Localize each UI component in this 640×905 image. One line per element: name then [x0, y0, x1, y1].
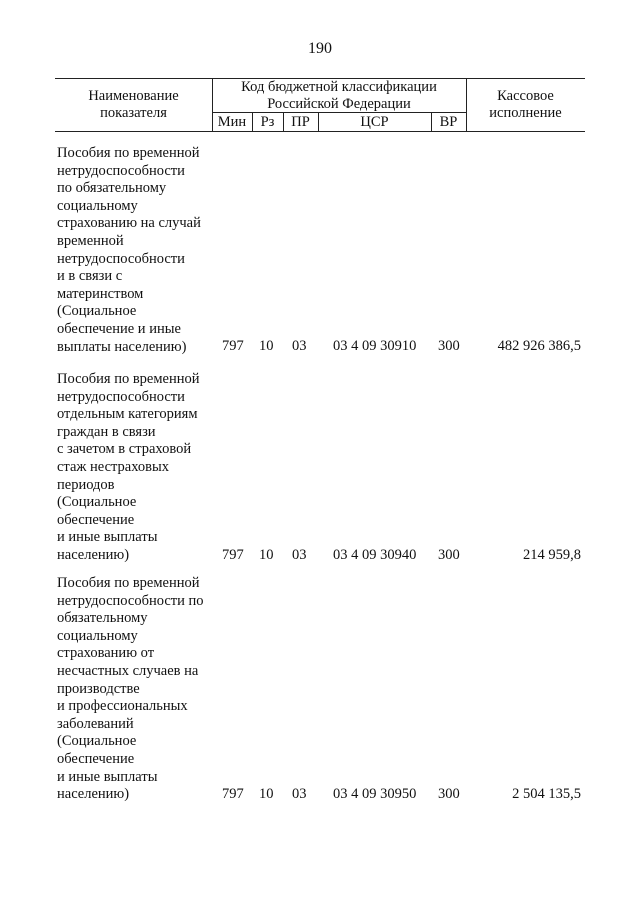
row-rz: 10	[259, 786, 274, 802]
row-vr: 300	[438, 547, 460, 563]
page-number: 190	[308, 40, 332, 57]
header-amount-column: Кассовое исполнение	[489, 88, 562, 121]
row-amount: 482 926 386,5	[497, 338, 581, 354]
row-min: 797	[222, 338, 244, 354]
row-name: Пособия по временной нетрудоспособности по обязательному социальному страхованию на случай временной нетрудоспособности и в связи с материнством (Социальное обеспечение и иные выплаты населению)	[57, 145, 201, 355]
header-rz: Рз	[260, 114, 275, 130]
row-pr: 03	[292, 547, 307, 563]
header-min: Мин	[217, 114, 247, 130]
row-name: Пособия по временной нетрудоспособности по обязательному социальному страхованию от несчастных случаев на производстве и профессиональных заболеваний (Социальное обеспечение и иные выплаты населению)	[57, 575, 204, 803]
row-amount: 2 504 135,5	[512, 786, 581, 802]
header-vr: ВР	[439, 114, 458, 130]
header-csr: ЦСР	[360, 114, 389, 130]
row-name: Пособия по временной нетрудоспособности отдельным категориям граждан в связи с зачетом в страховой стаж нестраховых периодов (Социальное обеспечение и иные выплаты населению)	[57, 371, 200, 563]
row-vr: 300	[438, 338, 460, 354]
row-csr: 03 4 09 30940	[333, 547, 417, 563]
header-bottom-border	[55, 131, 585, 132]
row-min: 797	[222, 547, 244, 563]
header-code-group: Код бюджетной классификации Российской Федерации	[241, 79, 437, 112]
row-rz: 10	[259, 547, 274, 563]
row-vr: 300	[438, 786, 460, 802]
row-csr: 03 4 09 30950	[333, 786, 417, 802]
row-rz: 10	[259, 338, 274, 354]
header-pr: ПР	[291, 114, 310, 130]
row-pr: 03	[292, 786, 307, 802]
row-pr: 03	[292, 338, 307, 354]
row-min: 797	[222, 786, 244, 802]
header-name-column: Наименование показателя	[88, 88, 179, 121]
row-amount: 214 959,8	[523, 547, 581, 563]
row-csr: 03 4 09 30910	[333, 338, 417, 354]
